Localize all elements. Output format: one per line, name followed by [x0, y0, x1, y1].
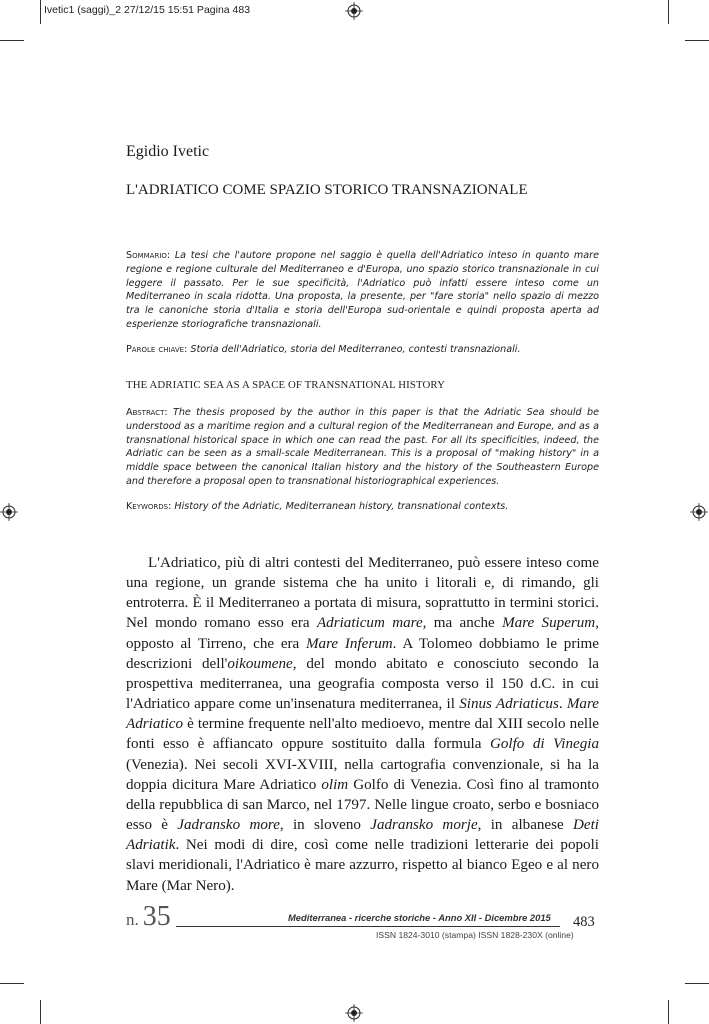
issue-n-label: n.	[126, 910, 139, 929]
print-slug-line: Ivetic1 (saggi)_2 27/12/15 15:51 Pagina 483	[44, 4, 251, 16]
body-paragraph-block	[126, 553, 599, 896]
body-text-run: .	[558, 696, 567, 713]
body-text-run: , opposto al Tirreno, che era	[126, 615, 599, 652]
body-italic-run: oikoumene	[227, 655, 293, 672]
english-title: THE ADRIATIC SEA AS A SPACE OF TRANSNATIONAL HISTORY	[126, 379, 445, 391]
keywords-label: Keywords:	[126, 501, 172, 512]
crop-mark-top-right-v	[668, 0, 669, 24]
crop-mark-bottom-right-h	[685, 983, 709, 984]
parole-chiave-text: Storia dell'Adriatico, storia del Mediterraneo, contesti transnazionali.	[190, 344, 521, 355]
crop-mark-top-right-h	[685, 40, 709, 41]
body-text-run: , del mondo abitato e conosciuto secondo la prospettiva mediterranea, una geografia composta verso il 150 d.C. in cui l'Adriatico appare come un'insenatura mediterranea, il	[126, 655, 599, 713]
body-paragraph	[126, 553, 599, 896]
abstract-block	[126, 406, 599, 489]
body-text-run: Golfo di Venezia. Così fino al tramonto della repubblica di san Marco, nel 1797. Nelle lingue croato, serbo e bosniaco esso è	[126, 776, 599, 834]
crop-mark-bottom-right-v	[668, 1000, 669, 1024]
sommario-label: Sommario:	[126, 250, 171, 261]
body-text-run: . Nei modi di dire, così come nelle tradizioni letterarie dei popoli slavi meridionali, l'Adriatico è mare azzurro, rispetto al bianco Egeo e al nero Mare (Mar Nero).	[126, 837, 599, 894]
body-text-run: , in sloveno	[279, 817, 371, 834]
keywords-block	[126, 500, 599, 514]
crop-mark-bottom-left-v	[40, 1000, 41, 1024]
abstract-label: Abstract:	[126, 407, 168, 418]
body-text-run: (Venezia). Nei secoli XVI-XVIII, nella cartografia convenzionale, si ha la doppia dicitura Mare Adriatico	[126, 756, 599, 793]
body-italic-run: Adriaticum mare	[316, 615, 423, 632]
footer-rule	[176, 926, 560, 927]
crop-mark-bottom-left-h	[0, 983, 24, 984]
body-italic-run: Golfo di Vinegia	[489, 736, 599, 753]
registration-mark-bottom-icon	[345, 1004, 363, 1022]
body-text-run: , ma anche	[422, 615, 503, 632]
body-italic-run: Mare Superum	[502, 615, 596, 632]
body-text-run: L'Adriatico, più di altri contesti del Mediterraneo, può essere inteso come una regione, un grande sistema che ha unito i litorali e, di rimando, gli entroterra. È il Mediterraneo a portata di misura, soprattutto in termini storici. Nel mondo romano esso era	[126, 555, 599, 632]
body-text-run: , in albanese	[477, 817, 573, 834]
keywords-text: History of the Adriatic, Mediterranean history, transnational contexts.	[174, 501, 509, 512]
issn-line: ISSN 1824-3010 (stampa) ISSN 1828-230X (online)	[376, 930, 574, 940]
body-italic-run: Jadransko more	[177, 817, 280, 834]
issue-number-value: 35	[142, 901, 171, 932]
parole-chiave-label: Parole chiave:	[126, 344, 188, 355]
body-italic-run: Sinus Adriaticus	[459, 696, 559, 713]
body-italic-run: Mare Inferum	[305, 635, 393, 652]
crop-mark-top-left-v	[40, 0, 41, 24]
body-text-run: . A Tolomeo dobbiamo le prime descrizioni dell'	[126, 635, 599, 672]
registration-mark-right-icon	[690, 503, 708, 521]
article-title: L'ADRIATICO COME SPAZIO STORICO TRANSNAZIONALE	[126, 182, 528, 198]
body-text-run: è termine frequente nell'alto medioevo, mentre dal XIII secolo nelle fonti esso è affiancato oppure sostituito dalla formula	[126, 716, 599, 753]
crop-mark-top-left-h	[0, 40, 24, 41]
body-italic-run: Mare Adriatico	[126, 696, 599, 733]
body-italic-run: olim	[321, 776, 349, 793]
page-number: 483	[573, 914, 595, 930]
parole-chiave-block	[126, 343, 599, 357]
registration-mark-top-icon	[345, 2, 363, 20]
sommario-text: La tesi che l'autore propone nel saggio è quella dell'Adriatico inteso in quanto mare regione e regione culturale del Mediterraneo e d'Europa, uno spazio storico transnazionale in cui leggere il passato. Per le sue specificità, l'Adriatico può infatti essere inteso come un Mediterraneo in scala ridotta. Una proposta, la presente, per "fare storia" nello spazio di mezzo tra le canoniche storia d'Italia e storia dell'Europa sud-orientale e quindi proposta aperta ad esperienze storiografiche transnazionali.	[126, 250, 599, 330]
author-name: Egidio Ivetic	[126, 143, 210, 160]
abstract-text: The thesis proposed by the author in this paper is that the Adriatic Sea should be understood as a maritime region and a cultural region of the Mediterranean and Europe, and as a transnational historical space in which one can read the past. For all its specificities, indeed, the Adriatic can be seen as a small-scale Mediterranean. This is a proposal of "making history" in a middle space between the canonical Italian history and the history of the Southeastern Europe and therefore a proposal open to transnational historiographical experiences.	[126, 407, 599, 487]
sommario-block	[126, 249, 599, 332]
journal-name: Mediterranea - ricerche storiche - Anno XII - Dicembre 2015	[288, 912, 551, 923]
issue-number	[126, 901, 171, 933]
registration-mark-left-icon	[0, 503, 18, 521]
body-italic-run: Jadransko morje	[370, 817, 478, 834]
body-italic-run: Deti Adriatik	[126, 817, 599, 854]
